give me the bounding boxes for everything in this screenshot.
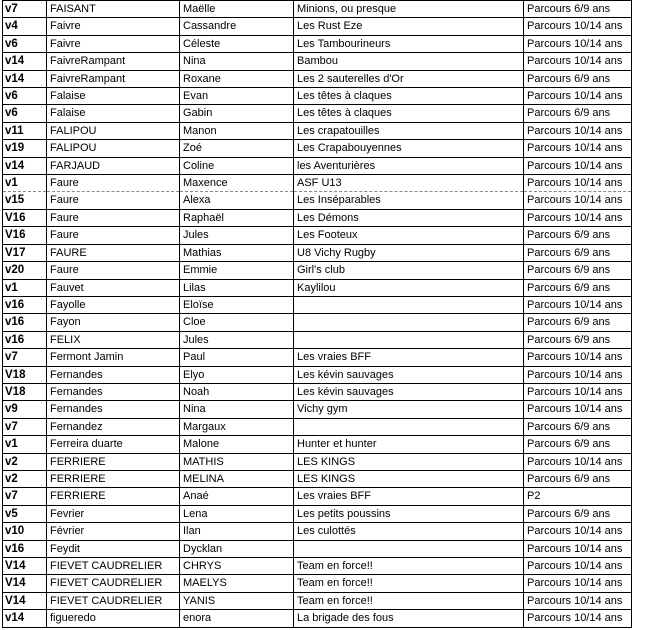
team-name-cell[interactable]: Hunter et hunter xyxy=(294,436,524,453)
group-cell[interactable]: v6 xyxy=(3,88,47,105)
course-cell[interactable]: Parcours 10/14 ans xyxy=(524,453,632,470)
team-name-cell[interactable]: La brigade des fous xyxy=(294,610,524,627)
group-cell[interactable]: v1 xyxy=(3,436,47,453)
team-name-cell[interactable]: Bambou xyxy=(294,53,524,70)
group-cell[interactable]: v16 xyxy=(3,296,47,313)
first-name-cell[interactable]: Nina xyxy=(180,401,294,418)
last-name-cell[interactable]: Fevrier xyxy=(47,505,180,522)
group-cell[interactable]: v7 xyxy=(3,349,47,366)
group-cell[interactable]: v7 xyxy=(3,488,47,505)
course-cell[interactable]: Parcours 6/9 ans xyxy=(524,262,632,279)
last-name-cell[interactable]: FIEVET CAUDRELIER xyxy=(47,575,180,592)
last-name-cell[interactable]: FELIX xyxy=(47,331,180,348)
table-row xyxy=(3,244,632,261)
team-name-cell[interactable]: Les vraies BFF xyxy=(294,349,524,366)
group-cell[interactable]: v6 xyxy=(3,35,47,52)
team-name-cell[interactable]: Les Footeux xyxy=(294,227,524,244)
table-row xyxy=(3,35,632,52)
first-name-cell[interactable]: Emmie xyxy=(180,262,294,279)
group-cell[interactable]: v20 xyxy=(3,262,47,279)
first-name-cell[interactable]: Zoé xyxy=(180,140,294,157)
team-name-cell[interactable]: Les Inséparables xyxy=(294,192,524,209)
group-cell[interactable]: v19 xyxy=(3,140,47,157)
group-cell[interactable]: v1 xyxy=(3,175,47,192)
first-name-cell[interactable]: Cloe xyxy=(180,314,294,331)
course-cell[interactable]: Parcours 6/9 ans xyxy=(524,470,632,487)
table-row xyxy=(3,610,632,627)
team-name-cell[interactable]: les Aventurières xyxy=(294,157,524,174)
last-name-cell[interactable]: Fayon xyxy=(47,314,180,331)
group-cell[interactable]: v14 xyxy=(3,70,47,87)
table-row xyxy=(3,70,632,87)
table-row xyxy=(3,349,632,366)
table-row xyxy=(3,592,632,609)
table-row xyxy=(3,175,632,192)
last-name-cell[interactable]: Feydit xyxy=(47,540,180,557)
table-row xyxy=(3,314,632,331)
course-cell[interactable]: Parcours 10/14 ans xyxy=(524,296,632,313)
last-name-cell[interactable]: Faure xyxy=(47,262,180,279)
last-name-cell[interactable]: FIEVET CAUDRELIER xyxy=(47,592,180,609)
team-name-cell[interactable]: Les kévin sauvages xyxy=(294,383,524,400)
last-name-cell[interactable]: Fermont Jamin xyxy=(47,349,180,366)
course-cell[interactable]: Parcours 6/9 ans xyxy=(524,505,632,522)
first-name-cell[interactable]: Céleste xyxy=(180,35,294,52)
registration-table xyxy=(2,0,632,628)
course-cell[interactable]: Parcours 10/14 ans xyxy=(524,157,632,174)
table-row xyxy=(3,418,632,435)
first-name-cell[interactable]: Alexa xyxy=(180,192,294,209)
group-cell[interactable]: V16 xyxy=(3,209,47,226)
table-row xyxy=(3,140,632,157)
course-cell[interactable]: Parcours 10/14 ans xyxy=(524,140,632,157)
group-cell[interactable]: v5 xyxy=(3,505,47,522)
last-name-cell[interactable]: FaivreRampant xyxy=(47,53,180,70)
course-cell[interactable]: P2 xyxy=(524,488,632,505)
group-cell[interactable]: v15 xyxy=(3,192,47,209)
last-name-cell[interactable]: Fauvet xyxy=(47,279,180,296)
group-cell[interactable]: v1 xyxy=(3,279,47,296)
team-name-cell[interactable]: Les Tambourineurs xyxy=(294,35,524,52)
table-row xyxy=(3,1,632,18)
last-name-cell[interactable]: FAISANT xyxy=(47,1,180,18)
course-cell[interactable]: Parcours 10/14 ans xyxy=(524,175,632,192)
course-cell[interactable]: Parcours 6/9 ans xyxy=(524,314,632,331)
group-cell[interactable]: v7 xyxy=(3,1,47,18)
course-cell[interactable]: Parcours 10/14 ans xyxy=(524,35,632,52)
table-row xyxy=(3,209,632,226)
last-name-cell[interactable]: Falaise xyxy=(47,88,180,105)
last-name-cell[interactable]: figueredo xyxy=(47,610,180,627)
table-row xyxy=(3,383,632,400)
table-row xyxy=(3,470,632,487)
course-cell[interactable]: Parcours 6/9 ans xyxy=(524,436,632,453)
table-row xyxy=(3,540,632,557)
team-name-cell[interactable] xyxy=(294,418,524,435)
table-row xyxy=(3,401,632,418)
first-name-cell[interactable]: Manon xyxy=(180,122,294,139)
table-row xyxy=(3,88,632,105)
group-cell[interactable]: v4 xyxy=(3,18,47,35)
table-row xyxy=(3,366,632,383)
team-name-cell[interactable]: U8 Vichy Rugby xyxy=(294,244,524,261)
first-name-cell[interactable]: Coline xyxy=(180,157,294,174)
first-name-cell[interactable]: Mathias xyxy=(180,244,294,261)
group-cell[interactable]: V18 xyxy=(3,383,47,400)
team-name-cell[interactable] xyxy=(294,296,524,313)
group-cell[interactable]: v7 xyxy=(3,418,47,435)
group-cell[interactable]: V16 xyxy=(3,227,47,244)
first-name-cell[interactable]: Evan xyxy=(180,88,294,105)
course-cell[interactable]: Parcours 10/14 ans xyxy=(524,558,632,575)
group-cell[interactable]: V14 xyxy=(3,575,47,592)
last-name-cell[interactable]: Falaise xyxy=(47,105,180,122)
team-name-cell[interactable] xyxy=(294,331,524,348)
table-row xyxy=(3,453,632,470)
group-cell[interactable]: v9 xyxy=(3,401,47,418)
team-name-cell[interactable]: Team en force!! xyxy=(294,575,524,592)
course-cell[interactable]: Parcours 10/14 ans xyxy=(524,349,632,366)
group-cell[interactable]: V14 xyxy=(3,558,47,575)
group-cell[interactable]: v14 xyxy=(3,157,47,174)
first-name-cell[interactable]: Anaé xyxy=(180,488,294,505)
last-name-cell[interactable]: Faivre xyxy=(47,18,180,35)
group-cell[interactable]: v16 xyxy=(3,540,47,557)
group-cell[interactable]: V18 xyxy=(3,366,47,383)
team-name-cell[interactable]: Les têtes à claques xyxy=(294,105,524,122)
last-name-cell[interactable]: FARJAUD xyxy=(47,157,180,174)
first-name-cell[interactable]: Eloïse xyxy=(180,296,294,313)
team-name-cell[interactable]: Vichy gym xyxy=(294,401,524,418)
team-name-cell[interactable]: Les têtes à claques xyxy=(294,88,524,105)
team-name-cell[interactable]: Les vraies BFF xyxy=(294,488,524,505)
team-name-cell[interactable]: Girl's club xyxy=(294,262,524,279)
team-name-cell[interactable]: Les kévin sauvages xyxy=(294,366,524,383)
group-cell[interactable]: v6 xyxy=(3,105,47,122)
last-name-cell[interactable]: Fernandez xyxy=(47,418,180,435)
table-body xyxy=(3,1,632,628)
team-name-cell[interactable]: Les culottés xyxy=(294,523,524,540)
first-name-cell[interactable]: Malone xyxy=(180,436,294,453)
last-name-cell[interactable]: Ferreira duarte xyxy=(47,436,180,453)
team-name-cell[interactable]: Les Crapabouyennes xyxy=(294,140,524,157)
group-cell[interactable]: v2 xyxy=(3,453,47,470)
course-cell[interactable]: Parcours 10/14 ans xyxy=(524,192,632,209)
group-cell[interactable]: v2 xyxy=(3,470,47,487)
first-name-cell[interactable]: Dycklan xyxy=(180,540,294,557)
first-name-cell[interactable]: Raphaël xyxy=(180,209,294,226)
first-name-cell[interactable]: Lena xyxy=(180,505,294,522)
first-name-cell[interactable]: Noah xyxy=(180,383,294,400)
team-name-cell[interactable]: ASF U13 xyxy=(294,175,524,192)
first-name-cell[interactable]: Paul xyxy=(180,349,294,366)
first-name-cell[interactable]: Nina xyxy=(180,53,294,70)
team-name-cell[interactable]: LES KINGS xyxy=(294,470,524,487)
group-cell[interactable]: v14 xyxy=(3,53,47,70)
course-cell[interactable]: Parcours 6/9 ans xyxy=(524,1,632,18)
first-name-cell[interactable]: MELINA xyxy=(180,470,294,487)
last-name-cell[interactable]: Faure xyxy=(47,175,180,192)
last-name-cell[interactable]: FAURE xyxy=(47,244,180,261)
table-row xyxy=(3,18,632,35)
first-name-cell[interactable]: YANIS xyxy=(180,592,294,609)
first-name-cell[interactable]: MATHIS xyxy=(180,453,294,470)
last-name-cell[interactable]: Février xyxy=(47,523,180,540)
team-name-cell[interactable]: LES KINGS xyxy=(294,453,524,470)
last-name-cell[interactable]: FERRIERE xyxy=(47,470,180,487)
group-cell[interactable]: v16 xyxy=(3,331,47,348)
last-name-cell[interactable]: Fernandes xyxy=(47,383,180,400)
team-name-cell[interactable]: Team en force!! xyxy=(294,592,524,609)
table-row xyxy=(3,279,632,296)
first-name-cell[interactable]: Elyo xyxy=(180,366,294,383)
first-name-cell[interactable]: MAELYS xyxy=(180,575,294,592)
first-name-cell[interactable]: Jules xyxy=(180,331,294,348)
first-name-cell[interactable]: Maxence xyxy=(180,175,294,192)
last-name-cell[interactable]: Fernandes xyxy=(47,366,180,383)
group-cell[interactable]: v16 xyxy=(3,314,47,331)
course-cell[interactable]: Parcours 10/14 ans xyxy=(524,366,632,383)
team-name-cell[interactable]: Les 2 sauterelles d'Or xyxy=(294,70,524,87)
first-name-cell[interactable]: Lilas xyxy=(180,279,294,296)
table-row xyxy=(3,331,632,348)
table-row xyxy=(3,436,632,453)
last-name-cell[interactable]: Fernandes xyxy=(47,401,180,418)
team-name-cell[interactable]: Les petits poussins xyxy=(294,505,524,522)
course-cell[interactable]: Parcours 10/14 ans xyxy=(524,401,632,418)
table-row xyxy=(3,105,632,122)
team-name-cell[interactable]: Les crapatouilles xyxy=(294,122,524,139)
team-name-cell[interactable] xyxy=(294,540,524,557)
last-name-cell[interactable]: FALIPOU xyxy=(47,140,180,157)
group-cell[interactable]: v11 xyxy=(3,122,47,139)
group-cell[interactable]: V17 xyxy=(3,244,47,261)
course-cell[interactable]: Parcours 6/9 ans xyxy=(524,418,632,435)
table-row xyxy=(3,575,632,592)
table-row xyxy=(3,505,632,522)
course-cell[interactable]: Parcours 6/9 ans xyxy=(524,279,632,296)
last-name-cell[interactable]: FALIPOU xyxy=(47,122,180,139)
first-name-cell[interactable]: Roxane xyxy=(180,70,294,87)
course-cell[interactable]: Parcours 10/14 ans xyxy=(524,18,632,35)
table-row xyxy=(3,523,632,540)
team-name-cell[interactable]: Les Démons xyxy=(294,209,524,226)
course-cell[interactable]: Parcours 10/14 ans xyxy=(524,53,632,70)
table-row xyxy=(3,157,632,174)
group-cell[interactable]: v10 xyxy=(3,523,47,540)
course-cell[interactable]: Parcours 6/9 ans xyxy=(524,105,632,122)
group-cell[interactable]: V14 xyxy=(3,592,47,609)
last-name-cell[interactable]: FERRIERE xyxy=(47,488,180,505)
first-name-cell[interactable]: Gabin xyxy=(180,105,294,122)
table-row xyxy=(3,296,632,313)
course-cell[interactable]: Parcours 6/9 ans xyxy=(524,331,632,348)
first-name-cell[interactable]: enora xyxy=(180,610,294,627)
course-cell[interactable]: Parcours 10/14 ans xyxy=(524,383,632,400)
course-cell[interactable]: Parcours 10/14 ans xyxy=(524,209,632,226)
last-name-cell[interactable]: Faure xyxy=(47,192,180,209)
first-name-cell[interactable]: Jules xyxy=(180,227,294,244)
course-cell[interactable]: Parcours 10/14 ans xyxy=(524,122,632,139)
last-name-cell[interactable]: Faure xyxy=(47,209,180,226)
group-cell[interactable]: v14 xyxy=(3,610,47,627)
first-name-cell[interactable]: Ilan xyxy=(180,523,294,540)
table-row xyxy=(3,227,632,244)
course-cell[interactable]: Parcours 10/14 ans xyxy=(524,610,632,627)
last-name-cell[interactable]: Faivre xyxy=(47,35,180,52)
table-row xyxy=(3,262,632,279)
course-cell[interactable]: Parcours 6/9 ans xyxy=(524,227,632,244)
table-row xyxy=(3,488,632,505)
last-name-cell[interactable]: Faure xyxy=(47,227,180,244)
team-name-cell[interactable]: Kaylilou xyxy=(294,279,524,296)
table-row xyxy=(3,192,632,209)
course-cell[interactable]: Parcours 10/14 ans xyxy=(524,575,632,592)
course-cell[interactable]: Parcours 10/14 ans xyxy=(524,88,632,105)
course-cell[interactable]: Parcours 6/9 ans xyxy=(524,70,632,87)
last-name-cell[interactable]: FaivreRampant xyxy=(47,70,180,87)
last-name-cell[interactable]: Fayolle xyxy=(47,296,180,313)
last-name-cell[interactable]: FIEVET CAUDRELIER xyxy=(47,558,180,575)
table-row xyxy=(3,558,632,575)
first-name-cell[interactable]: Maëlle xyxy=(180,1,294,18)
team-name-cell[interactable] xyxy=(294,314,524,331)
last-name-cell[interactable]: FERRIERE xyxy=(47,453,180,470)
first-name-cell[interactable]: Cassandre xyxy=(180,18,294,35)
first-name-cell[interactable]: Margaux xyxy=(180,418,294,435)
table-row xyxy=(3,122,632,139)
course-cell[interactable]: Parcours 10/14 ans xyxy=(524,592,632,609)
team-name-cell[interactable]: Team en force!! xyxy=(294,558,524,575)
course-cell[interactable]: Parcours 10/14 ans xyxy=(524,523,632,540)
course-cell[interactable]: Parcours 10/14 ans xyxy=(524,540,632,557)
course-cell[interactable]: Parcours 6/9 ans xyxy=(524,244,632,261)
table-row xyxy=(3,53,632,70)
first-name-cell[interactable]: CHRYS xyxy=(180,558,294,575)
team-name-cell[interactable]: Les Rust Eze xyxy=(294,18,524,35)
team-name-cell[interactable]: Minions, ou presque xyxy=(294,1,524,18)
